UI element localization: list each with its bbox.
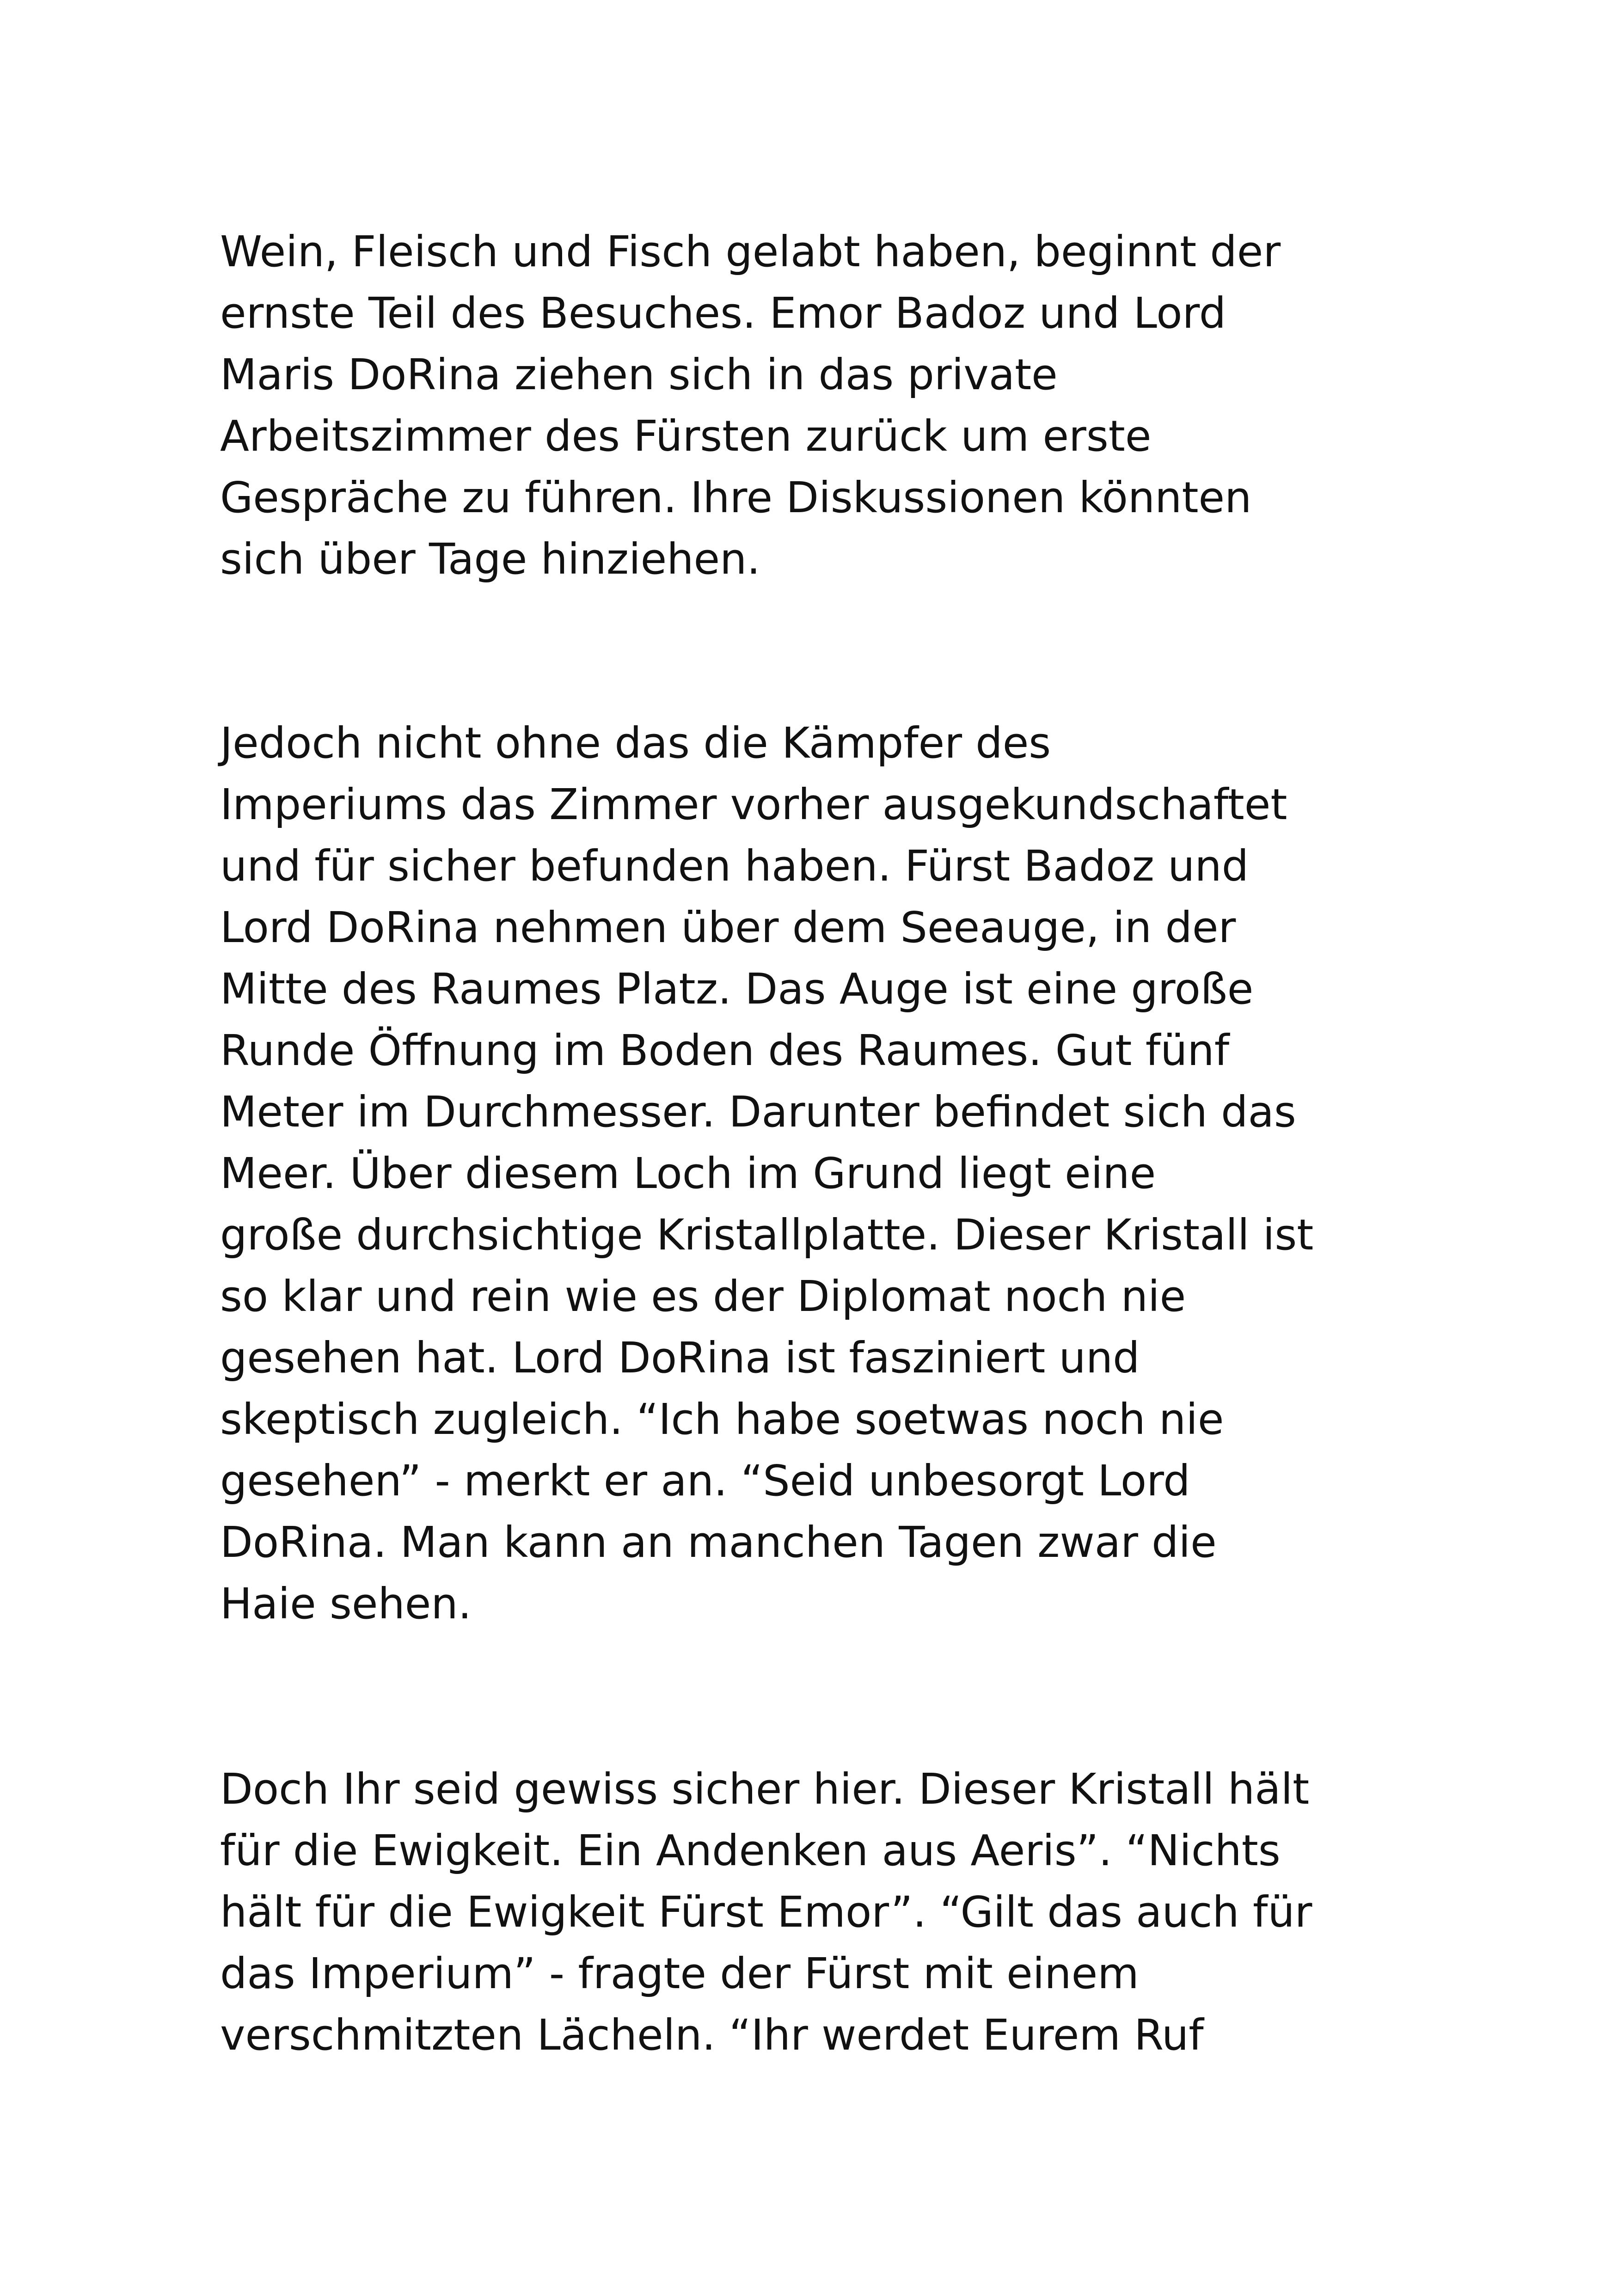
text-line: hält für die Ewigkeit Fürst Emor”. “Gilt das auch für xyxy=(220,1887,1312,1937)
paragraph xyxy=(220,712,1468,1635)
text-line: Doch Ihr seid gewiss sicher hier. Dieser Kristall hält xyxy=(220,1764,1310,1814)
text-line: so klar und rein wie es der Diplomat noch nie xyxy=(220,1272,1186,1321)
text-line: ernste Teil des Besuches. Emor Badoz und Lord xyxy=(220,288,1226,338)
text-line: große durchsichtige Kristallplatte. Dieser Kristall ist xyxy=(220,1210,1314,1260)
text-line: Wein, Fleisch und Fisch gelabt haben, beginnt der xyxy=(220,227,1281,276)
text-line: DoRina. Man kann an manchen Tagen zwar die xyxy=(220,1518,1217,1567)
text-line: Maris DoRina ziehen sich in das private xyxy=(220,350,1058,399)
text-line: Jedoch nicht ohne das die Kämpfer des xyxy=(220,718,1051,768)
text-line: Lord DoRina nehmen über dem Seeauge, in der xyxy=(220,903,1236,952)
text-line: Imperiums das Zimmer vorher ausgekundschaftet xyxy=(220,780,1287,829)
text-line: das Imperium” - fragte der Fürst mit einem xyxy=(220,1949,1139,1998)
text-line: Mitte des Raumes Platz. Das Auge ist eine große xyxy=(220,964,1254,1014)
text-line: Runde Öffnung im Boden des Raumes. Gut fünf xyxy=(220,1026,1230,1075)
text-line: Arbeitszimmer des Fürsten zurück um erste xyxy=(220,411,1152,461)
text-line: Meer. Über diesem Loch im Grund liegt eine xyxy=(220,1149,1156,1198)
text-line: Meter im Durchmesser. Darunter befindet sich das xyxy=(220,1087,1296,1137)
text-line: gesehen hat. Lord DoRina ist fasziniert und xyxy=(220,1333,1140,1383)
text-line: und für sicher befunden haben. Fürst Badoz und xyxy=(220,841,1249,891)
paragraph xyxy=(220,221,1468,590)
text-line: skeptisch zugleich. “Ich habe soetwas noch nie xyxy=(220,1395,1224,1444)
paragraph xyxy=(220,1758,1468,2066)
text-line: Haie sehen. xyxy=(220,1579,472,1629)
text-line: gesehen” - merkt er an. “Seid unbesorgt Lord xyxy=(220,1456,1190,1506)
text-line: sich über Tage hinziehen. xyxy=(220,534,760,584)
text-line: verschmitzten Lächeln. “Ihr werdet Eurem Ruf xyxy=(220,2010,1204,2060)
text-line: für die Ewigkeit. Ein Andenken aus Aeris”. “Nichts xyxy=(220,1826,1281,1875)
text-line: Gespräche zu führen. Ihre Diskussionen könnten xyxy=(220,473,1252,522)
